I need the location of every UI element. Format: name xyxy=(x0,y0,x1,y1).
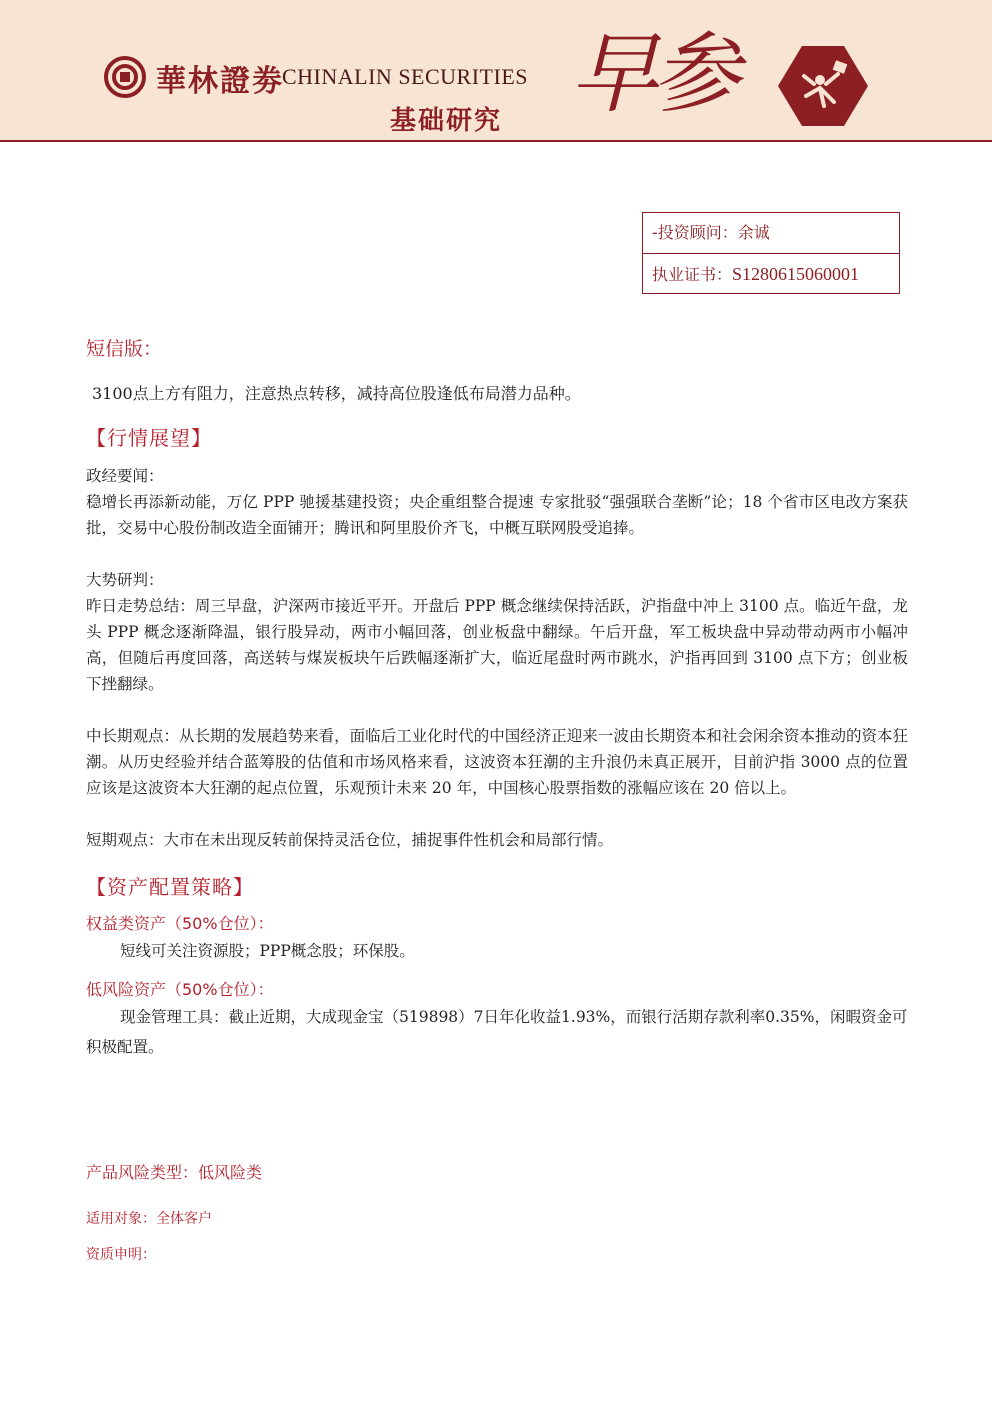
report-header xyxy=(0,0,992,142)
certificate-number: S1280615060001 xyxy=(732,264,860,284)
brand-name-en: CHINALIN SECURITIES xyxy=(282,64,528,89)
politics-text: 稳增长再添新动能，万亿 PPP 驰援基建投资；央企重组整合提速 专家批驳“强强联合垄断”论；18 个省市区电改方案获批，交易中心股份制改造全面铺开；腾讯和阿里股价齐飞，中概互联网股受追捧。 xyxy=(86,493,908,537)
product-risk-type: 产品风险类型：低风险类 xyxy=(86,1163,263,1182)
coin-logo-icon xyxy=(104,56,146,98)
advisor-info-box xyxy=(642,212,900,294)
equity-assets-text: 短线可关注资源股；PPP概念股；环保股。 xyxy=(120,942,415,960)
allocation-title: 【资产配置策略】 xyxy=(86,875,254,899)
long-term-view: 中长期观点：从长期的发展趋势来看，面临后工业化时代的中国经济正迎来一波由长期资本和社会闲余资本推动的资本狂潮。从历史经验并结合蓝筹股的估值和市场风格来看，这波资本狂潮的主升浪仍未真正展开，目前沪指 3000 点的位置应该是这波资本大狂潮的起点位置，乐观预计未来 20 年，中国核心股票指数的涨幅应该在 20 倍以上。 xyxy=(86,727,908,797)
advisor-certificate xyxy=(643,253,899,294)
short-version-text: 3100点上方有阻力，注意热点转移，减持高位股逢低布局潜力品种。 xyxy=(92,384,581,403)
market-outlook-title: 【行情展望】 xyxy=(86,426,212,450)
trend-text: 昨日走势总结：周三早盘，沪深两市接近平开。开盘后 PPP 概念继续保持活跃，沪指盘中冲上 3100 点。临近午盘，龙头 PPP 概念逐渐降温，银行股异动，两市小幅回落，创业板盘中翻绿。午后开盘，军工板块盘中异动带动两市小幅冲高，但随后再度回落，高送转与煤炭板块午后跌幅逐渐扩大，临近尾盘时两市跳水，沪指再回到 3100 点下方；创业板下挫翻绿。 xyxy=(86,597,908,693)
hexagon-running-figure-icon xyxy=(776,44,870,128)
qualification-statement: 资质申明： xyxy=(86,1247,156,1263)
report-body xyxy=(86,330,908,1062)
report-name: 早参 xyxy=(570,22,735,125)
equity-assets-title: 权益类资产（50%仓位）： xyxy=(86,914,274,933)
low-risk-assets-text: 现金管理工具：截止近期，大成现金宝（519898）7日年化收益1.93%，而银行活期存款利率0.35%，闲暇资金可积极配置。 xyxy=(86,1008,908,1056)
short-version-title: 短信版： xyxy=(86,338,163,360)
trend-label: 大势研判： xyxy=(86,571,164,589)
target-audience: 适用对象：全体客户 xyxy=(86,1211,212,1227)
brand-name-cn: 華林證劵 xyxy=(156,64,284,99)
advisor-name: -投资顾问：余诚 xyxy=(652,223,770,242)
politics-label: 政经要闻： xyxy=(86,467,164,485)
short-term-view: 短期观点：大市在未出现反转前保持灵活仓位，捕捉事件性机会和局部行情。 xyxy=(86,831,614,849)
low-risk-assets-title: 低风险资产（50%仓位）： xyxy=(86,980,274,999)
department-title: 基础研究 xyxy=(390,106,503,136)
certificate-label: 执业证书： xyxy=(652,265,733,284)
